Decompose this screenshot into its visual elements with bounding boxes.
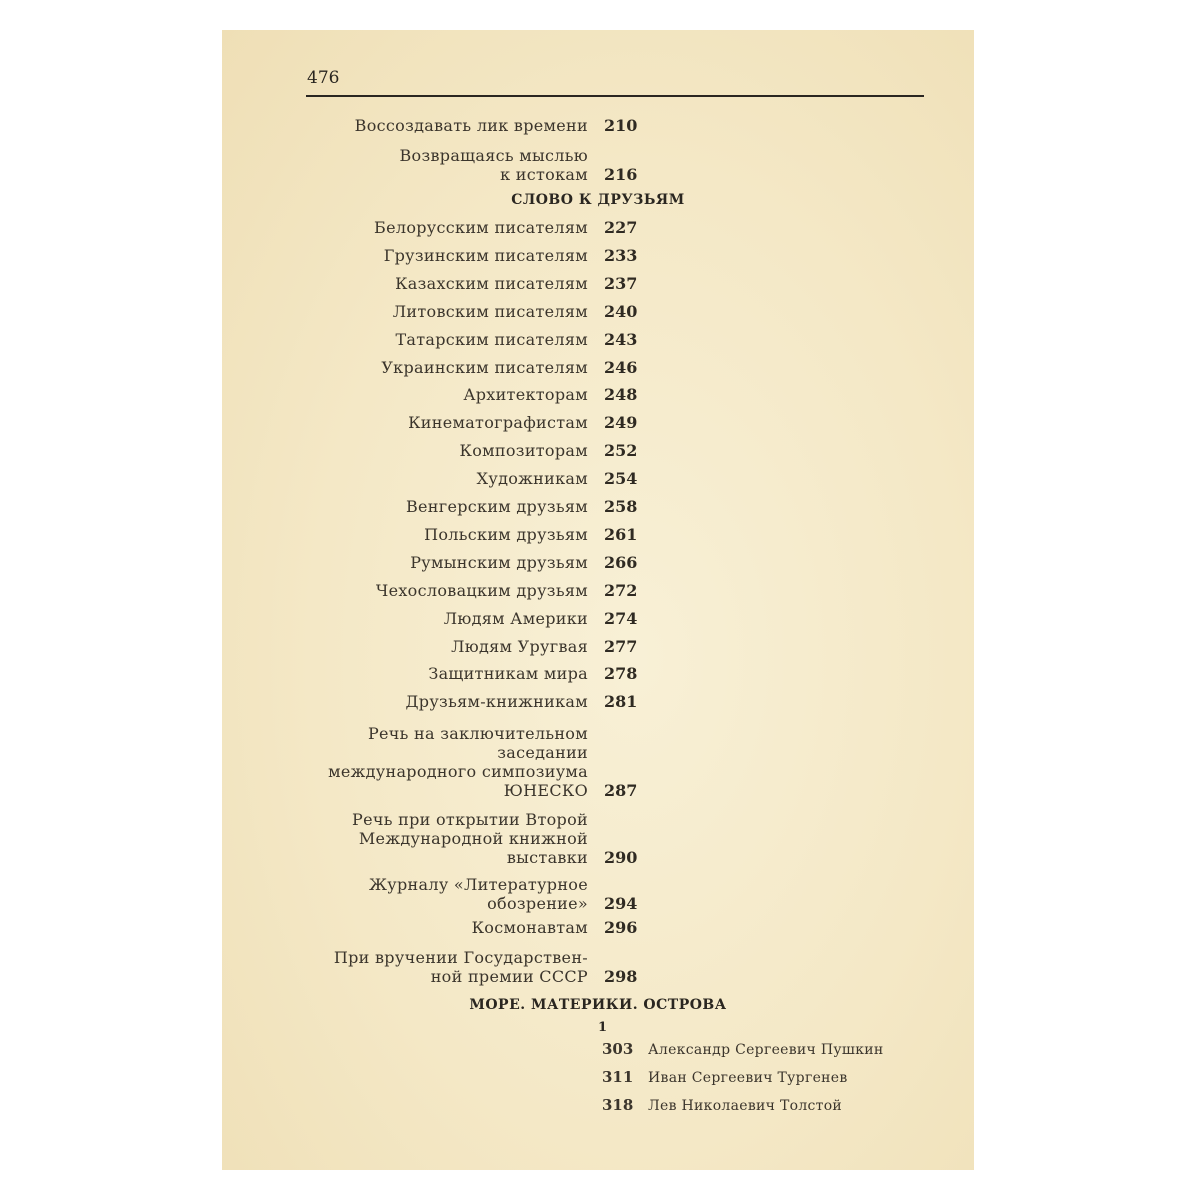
- entry-title: Казахским писателям: [395, 273, 588, 293]
- entry-title: Кинематографистам: [408, 413, 588, 433]
- entry-page-number: 210: [604, 116, 638, 135]
- entry-title: Художникам: [476, 469, 588, 489]
- entry-page-number: 318: [602, 1096, 634, 1114]
- entry-title: Воссоздавать лик времени: [354, 116, 588, 135]
- entry-page-number: 287: [604, 781, 638, 800]
- entry-page-number: 281: [604, 692, 638, 712]
- entry-page-number: 296: [604, 918, 638, 937]
- section-heading: СЛОВО К ДРУЗЬЯМ: [511, 192, 685, 208]
- entry-title: Украинским писателям: [381, 357, 588, 377]
- entry-title: Архитекторам: [463, 385, 588, 405]
- entry-page-number: 252: [604, 441, 638, 461]
- entry-title: Татарским писателям: [395, 329, 588, 349]
- entry-title: Людям Америки: [443, 608, 588, 628]
- entry-title: Речь при открытии Второй Международной книжной выставки: [352, 810, 588, 867]
- entry-page-number: 303: [602, 1040, 634, 1058]
- entry-page-number: 249: [604, 413, 638, 433]
- entry-page-number: 233: [604, 245, 638, 265]
- entry-page-number: 243: [604, 329, 638, 349]
- entry-page-number: 258: [604, 497, 638, 516]
- entry-title: Речь на заключительном заседании международного симпозиума ЮНЕСКО: [328, 724, 588, 800]
- section-heading: МОРЕ. МАТЕРИКИ. ОСТРОВА: [469, 997, 727, 1013]
- entry-page-number: 246: [604, 357, 638, 377]
- entry-page-number: 240: [604, 301, 638, 321]
- entry-title: Возвращаясь мыслью к истокам: [399, 146, 588, 184]
- entry-page-number: 294: [604, 894, 638, 913]
- entry-title: Людям Уругвая: [451, 636, 588, 656]
- entry-page-number: 227: [604, 218, 638, 237]
- entry-title: Защитникам мира: [428, 664, 588, 684]
- entry-page-number: 298: [604, 967, 638, 986]
- entry-page-number: 248: [604, 385, 638, 405]
- entry-page-number: 311: [602, 1068, 634, 1086]
- entry-title: Космонавтам: [471, 918, 588, 937]
- subsection-number: 1: [598, 1020, 608, 1035]
- entry-title: Александр Сергеевич Пушкин: [648, 1042, 884, 1058]
- entry-page-number: 261: [604, 524, 638, 544]
- entry-title: Румынским друзьям: [410, 552, 588, 572]
- entry-page-number: 274: [604, 608, 638, 628]
- book-page: [222, 30, 974, 1170]
- entry-page-number: 237: [604, 273, 638, 293]
- entry-page-number: 278: [604, 664, 638, 684]
- entry-title: Иван Сергеевич Тургенев: [648, 1070, 848, 1086]
- entry-title: Грузинским писателям: [383, 245, 588, 265]
- entry-title: При вручении Государствен- ной премии СССР: [333, 948, 588, 986]
- entry-title: Лев Николаевич Толстой: [648, 1098, 843, 1114]
- entry-title: Друзьям-книжникам: [405, 692, 588, 712]
- entry-page-number: 277: [604, 636, 638, 656]
- entry-title: Журналу «Литературное обозрение»: [369, 875, 588, 913]
- entry-page-number: 254: [604, 469, 638, 489]
- entry-title: Польским друзьям: [424, 524, 588, 544]
- page-number: 476: [307, 68, 340, 88]
- entry-page-number: 266: [604, 552, 638, 572]
- entry-title: Литовским писателям: [392, 301, 588, 321]
- entry-page-number: 216: [604, 165, 638, 184]
- entry-title: Венгерским друзьям: [405, 497, 588, 516]
- entry-page-number: 272: [604, 580, 638, 600]
- entry-title: Белорусским писателям: [374, 218, 588, 237]
- header-rule: [306, 95, 924, 97]
- entry-title: Композиторам: [459, 441, 588, 461]
- entry-page-number: 290: [604, 848, 638, 867]
- entry-title: Чехословацким друзьям: [375, 580, 588, 600]
